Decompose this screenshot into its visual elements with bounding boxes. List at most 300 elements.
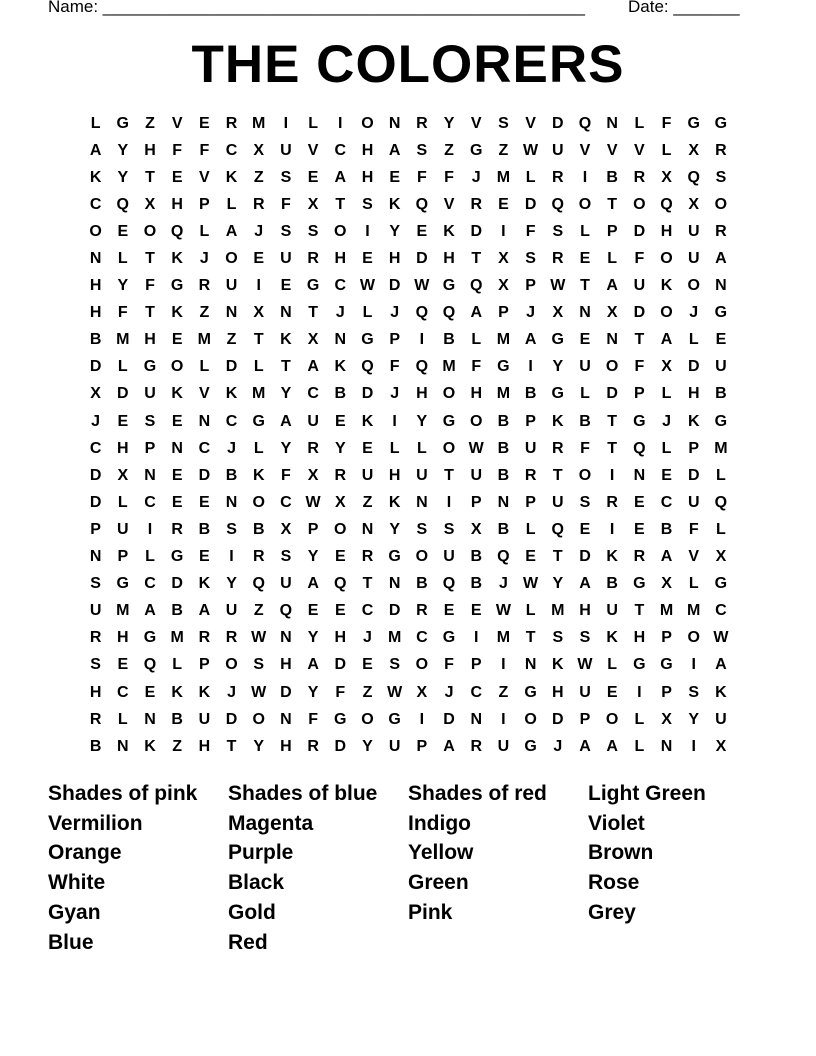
grid-letter: P: [579, 710, 591, 728]
grid-letter: F: [661, 114, 672, 132]
grid-letter: A: [334, 168, 347, 186]
grid-letter: Z: [498, 141, 509, 159]
word-list-item: Shades of pink: [48, 782, 198, 805]
grid-letter: B: [606, 575, 618, 593]
grid-letter: U: [715, 710, 727, 728]
grid-letter: B: [497, 466, 510, 484]
grid-letter: D: [552, 114, 564, 132]
grid-letter: E: [334, 602, 346, 620]
grid-letter: D: [470, 222, 482, 240]
grid-letter: H: [117, 629, 129, 647]
grid-letter: O: [415, 548, 429, 566]
grid-letter: E: [416, 222, 428, 240]
grid-letter: R: [606, 493, 618, 511]
grid-letter: Y: [307, 629, 319, 647]
grid-letter: Y: [688, 710, 700, 728]
grid-letter: I: [338, 114, 343, 132]
grid-letter: C: [470, 683, 482, 701]
grid-letter: V: [307, 141, 319, 159]
grid-letter: Q: [469, 277, 483, 295]
grid-letter: C: [660, 493, 673, 511]
grid-letter: U: [280, 141, 292, 159]
grid-letter: F: [444, 656, 454, 674]
word-search-grid: [82, 110, 735, 760]
grid-letter: T: [607, 439, 618, 457]
grid-letter: B: [171, 602, 183, 620]
grid-letter: N: [144, 466, 156, 484]
grid-letter: L: [90, 114, 101, 132]
word-list-item: Gold: [228, 900, 276, 924]
grid-letter: L: [117, 358, 128, 376]
grid-letter: D: [633, 222, 646, 240]
grid-letter: K: [171, 304, 183, 322]
grid-row: [82, 679, 735, 706]
grid-letter: R: [198, 277, 211, 295]
grid-letter: W: [577, 656, 593, 674]
grid-letter: D: [334, 737, 347, 755]
grid-letter: R: [334, 466, 347, 484]
grid-letter: N: [606, 114, 618, 132]
grid-letter: R: [198, 629, 211, 647]
grid-letter: C: [144, 493, 156, 511]
grid-letter: E: [498, 195, 509, 213]
grid-letter: G: [633, 575, 646, 593]
grid-letter: H: [280, 656, 292, 674]
grid-letter: U: [280, 250, 292, 268]
grid-letter: D: [524, 195, 537, 213]
grid-letter: X: [280, 520, 292, 538]
grid-letter: H: [171, 195, 183, 213]
grid-letter: G: [714, 304, 728, 322]
grid-letter: F: [634, 358, 645, 376]
grid-letter: U: [687, 250, 700, 268]
grid-letter: Q: [415, 304, 429, 322]
grid-letter: J: [526, 304, 536, 322]
word-list-item: Vermilion: [48, 811, 143, 835]
grid-letter: U: [117, 520, 129, 538]
grid-letter: A: [307, 656, 319, 674]
word-list-column: [48, 779, 228, 957]
grid-letter: E: [117, 412, 129, 430]
grid-letter: O: [578, 195, 592, 213]
grid-letter: Q: [578, 114, 592, 132]
grid-letter: G: [524, 737, 537, 755]
grid-letter: C: [89, 439, 102, 457]
grid-letter: O: [660, 250, 673, 268]
grid-letter: K: [252, 466, 265, 484]
grid-letter: X: [307, 331, 319, 349]
grid-letter: X: [334, 493, 346, 511]
grid-letter: Y: [552, 358, 564, 376]
grid-letter: C: [117, 683, 129, 701]
grid-letter: A: [225, 222, 238, 240]
grid-letter: T: [607, 195, 618, 213]
grid-letter: U: [198, 710, 211, 728]
grid-row: [82, 462, 735, 489]
name-field-label: Name: ___________________________________________________: [48, 0, 585, 16]
grid-letter: Z: [253, 168, 264, 186]
grid-letter: P: [199, 195, 210, 213]
grid-letter: A: [144, 602, 156, 620]
grid-letter: E: [171, 331, 183, 349]
grid-letter: H: [443, 250, 455, 268]
grid-letter: J: [390, 304, 400, 322]
grid-letter: S: [90, 575, 101, 593]
grid-letter: P: [416, 737, 428, 755]
grid-letter: K: [171, 250, 183, 268]
grid-letter: D: [606, 385, 618, 403]
grid-letter: B: [252, 520, 265, 538]
grid-row: [82, 381, 735, 408]
grid-letter: A: [606, 737, 618, 755]
grid-letter: O: [170, 358, 184, 376]
grid-letter: G: [714, 412, 728, 430]
grid-letter: R: [225, 629, 238, 647]
grid-letter: J: [199, 250, 209, 268]
grid-letter: E: [253, 250, 265, 268]
grid-letter: C: [334, 277, 347, 295]
grid-letter: P: [117, 548, 129, 566]
grid-letter: W: [713, 629, 729, 647]
grid-letter: C: [144, 575, 156, 593]
grid-letter: D: [280, 683, 292, 701]
grid-letter: I: [501, 222, 506, 240]
grid-letter: S: [443, 520, 455, 538]
grid-letter: H: [117, 439, 129, 457]
grid-letter: H: [144, 331, 156, 349]
grid-letter: Y: [416, 412, 428, 430]
grid-letter: Z: [253, 602, 264, 620]
grid-letter: L: [634, 710, 645, 728]
grid-letter: L: [634, 114, 645, 132]
grid-letter: G: [388, 548, 401, 566]
grid-letter: Z: [498, 683, 509, 701]
grid-letter: V: [199, 168, 210, 186]
grid-letter: O: [252, 493, 265, 511]
grid-letter: N: [225, 493, 238, 511]
grid-letter: G: [170, 277, 184, 295]
grid-letter: R: [524, 466, 537, 484]
grid-letter: O: [605, 358, 619, 376]
grid-letter: D: [633, 304, 646, 322]
word-list-item: Violet: [588, 811, 645, 835]
grid-letter: I: [473, 629, 479, 647]
grid-letter: J: [689, 304, 699, 322]
grid-letter: U: [552, 141, 564, 159]
grid-letter: N: [89, 250, 102, 268]
grid-row: [82, 516, 735, 543]
grid-letter: Y: [117, 168, 129, 186]
grid-letter: M: [116, 602, 130, 620]
grid-letter: V: [443, 195, 455, 213]
grid-letter: L: [607, 656, 618, 674]
grid-letter: F: [444, 168, 454, 186]
grid-letter: R: [552, 439, 564, 457]
grid-letter: K: [388, 493, 401, 511]
grid-letter: U: [715, 358, 727, 376]
grid-letter: G: [388, 710, 401, 728]
grid-letter: F: [525, 222, 536, 240]
grid-row: [82, 354, 735, 381]
grid-letter: M: [551, 602, 565, 620]
grid-letter: T: [253, 331, 264, 349]
grid-letter: G: [442, 412, 456, 430]
word-list-item: Shades of blue: [228, 782, 378, 805]
grid-letter: P: [470, 493, 482, 511]
grid-letter: T: [552, 466, 563, 484]
grid-letter: N: [117, 737, 129, 755]
grid-letter: G: [687, 114, 700, 132]
grid-letter: E: [362, 656, 373, 674]
grid-letter: Q: [551, 520, 564, 538]
grid-letter: W: [550, 277, 566, 295]
grid-letter: U: [416, 466, 428, 484]
grid-letter: E: [171, 168, 183, 186]
grid-letter: G: [170, 548, 184, 566]
grid-letter: W: [495, 602, 511, 620]
grid-letter: T: [525, 629, 536, 647]
word-list-item: Gyan: [48, 900, 101, 924]
word-list-item: White: [48, 871, 106, 895]
grid-letter: O: [225, 250, 238, 268]
word-list-item: Rose: [588, 871, 640, 895]
grid-letter: A: [524, 331, 537, 349]
grid-letter: A: [307, 358, 319, 376]
grid-letter: C: [225, 141, 238, 159]
grid-letter: B: [198, 520, 211, 538]
grid-letter: J: [91, 412, 101, 430]
grid-letter: U: [388, 737, 401, 755]
grid-letter: M: [442, 358, 456, 376]
grid-letter: L: [580, 385, 590, 403]
grid-letter: M: [496, 385, 511, 403]
grid-letter: Z: [444, 141, 454, 159]
grid-letter: J: [444, 683, 454, 701]
grid-letter: P: [498, 304, 509, 322]
grid-letter: G: [524, 683, 537, 701]
grid-letter: M: [714, 439, 728, 457]
grid-letter: K: [89, 168, 102, 186]
grid-letter: R: [552, 168, 564, 186]
grid-letter: D: [334, 656, 347, 674]
grid-letter: B: [497, 439, 510, 457]
grid-letter: L: [716, 520, 726, 538]
grid-letter: U: [606, 602, 618, 620]
grid-letter: N: [579, 304, 591, 322]
grid-letter: R: [171, 520, 183, 538]
grid-letter: O: [252, 710, 265, 728]
grid-letter: L: [661, 141, 672, 159]
grid-letter: Q: [415, 358, 429, 376]
grid-letter: B: [470, 575, 482, 593]
grid-letter: P: [199, 656, 210, 674]
grid-letter: F: [416, 168, 427, 186]
grid-letter: F: [199, 141, 210, 159]
grid-letter: S: [144, 412, 156, 430]
grid-letter: T: [580, 277, 590, 295]
grid-letter: W: [387, 683, 403, 701]
grid-letter: O: [687, 277, 700, 295]
grid-letter: T: [226, 737, 237, 755]
grid-letter: H: [198, 737, 211, 755]
grid-letter: F: [335, 683, 346, 701]
grid-letter: T: [634, 602, 645, 620]
grid-letter: G: [469, 141, 483, 159]
grid-letter: Y: [389, 222, 400, 240]
grid-letter: C: [225, 412, 238, 430]
grid-letter: Q: [687, 168, 700, 186]
grid-row: [82, 137, 735, 164]
grid-letter: L: [308, 114, 318, 132]
grid-letter: T: [444, 466, 454, 484]
grid-letter: X: [498, 277, 509, 295]
grid-letter: X: [90, 385, 101, 403]
grid-letter: D: [225, 358, 238, 376]
grid-letter: E: [634, 520, 645, 538]
grid-letter: U: [633, 277, 646, 295]
grid-letter: E: [199, 548, 210, 566]
grid-letter: S: [552, 629, 564, 647]
grid-letter: D: [388, 602, 401, 620]
grid-letter: P: [470, 656, 482, 674]
grid-letter: T: [362, 575, 373, 593]
grid-letter: N: [89, 548, 102, 566]
grid-letter: E: [525, 548, 536, 566]
grid-letter: G: [633, 412, 646, 430]
grid-letter: H: [89, 277, 102, 295]
grid-row: [82, 408, 735, 435]
grid-letter: S: [280, 168, 292, 186]
grid-letter: X: [661, 710, 672, 728]
grid-letter: Q: [551, 195, 564, 213]
grid-letter: K: [660, 277, 673, 295]
grid-letter: K: [225, 385, 238, 403]
grid-letter: G: [714, 575, 728, 593]
grid-letter: H: [579, 602, 591, 620]
grid-letter: K: [280, 331, 292, 349]
grid-letter: C: [416, 629, 428, 647]
grid-letter: W: [468, 439, 484, 457]
grid-letter: U: [579, 683, 591, 701]
grid-letter: T: [145, 168, 155, 186]
grid-letter: R: [252, 548, 265, 566]
grid-letter: P: [389, 331, 400, 349]
word-list-item: Orange: [48, 841, 122, 865]
grid-row: [82, 544, 735, 571]
grid-letter: L: [362, 304, 373, 322]
grid-letter: E: [470, 602, 482, 620]
grid-letter: L: [253, 358, 264, 376]
grid-row: [82, 164, 735, 191]
grid-letter: Q: [660, 195, 673, 213]
grid-letter: W: [414, 277, 430, 295]
grid-letter: J: [553, 737, 563, 755]
grid-letter: M: [659, 602, 674, 620]
grid-letter: L: [389, 439, 400, 457]
grid-letter: N: [633, 466, 646, 484]
grid-letter: L: [416, 439, 427, 457]
grid-letter: Z: [172, 737, 183, 755]
grid-letter: E: [334, 548, 346, 566]
grid-letter: Y: [253, 737, 265, 755]
word-list-item: Brown: [588, 841, 654, 865]
date-field-label: Date: _______: [628, 0, 740, 16]
grid-letter: X: [661, 575, 672, 593]
grid-letter: H: [416, 385, 428, 403]
grid-letter: A: [715, 250, 727, 268]
grid-letter: O: [605, 710, 619, 728]
grid-row: [82, 625, 735, 652]
grid-letter: A: [443, 737, 455, 755]
word-list: [48, 779, 768, 957]
grid-letter: N: [416, 493, 428, 511]
grid-row: [82, 706, 735, 733]
grid-letter: T: [634, 331, 645, 349]
grid-letter: O: [361, 710, 374, 728]
grid-letter: S: [715, 168, 727, 186]
grid-letter: N: [198, 412, 211, 430]
grid-letter: S: [280, 222, 292, 240]
grid-letter: E: [389, 168, 400, 186]
grid-letter: G: [143, 358, 157, 376]
grid-letter: N: [606, 331, 618, 349]
grid-letter: M: [252, 385, 266, 403]
grid-letter: X: [117, 466, 129, 484]
grid-letter: E: [661, 466, 672, 484]
grid-letter: Y: [362, 737, 373, 755]
grid-letter: T: [145, 304, 155, 322]
grid-letter: U: [144, 385, 156, 403]
grid-letter: K: [388, 195, 401, 213]
grid-letter: C: [307, 385, 319, 403]
grid-letter: U: [361, 466, 374, 484]
grid-letter: G: [551, 385, 564, 403]
grid-letter: N: [470, 710, 482, 728]
grid-letter: E: [171, 412, 183, 430]
grid-row: [82, 300, 735, 327]
word-list-item: Indigo: [408, 811, 471, 835]
grid-letter: M: [496, 168, 511, 186]
grid-letter: L: [199, 222, 210, 240]
grid-row: [82, 489, 735, 516]
grid-letter: W: [305, 493, 321, 511]
grid-letter: R: [470, 195, 482, 213]
grid-letter: U: [552, 493, 564, 511]
grid-row: [82, 245, 735, 272]
grid-letter: O: [524, 710, 537, 728]
grid-letter: U: [497, 737, 510, 755]
grid-letter: L: [226, 195, 237, 213]
grid-letter: A: [606, 277, 618, 295]
grid-letter: X: [661, 358, 672, 376]
grid-letter: N: [715, 277, 727, 295]
grid-letter: F: [580, 439, 590, 457]
grid-letter: V: [199, 385, 210, 403]
grid-letter: K: [171, 385, 183, 403]
grid-letter: B: [225, 466, 238, 484]
grid-letter: S: [389, 656, 400, 674]
grid-letter: H: [334, 250, 347, 268]
grid-letter: G: [442, 629, 456, 647]
grid-letter: S: [280, 548, 292, 566]
grid-letter: M: [387, 629, 402, 647]
grid-letter: A: [470, 304, 482, 322]
grid-letter: F: [145, 277, 155, 295]
grid-letter: B: [660, 520, 673, 538]
grid-letter: I: [609, 466, 615, 484]
grid-letter: L: [607, 250, 618, 268]
grid-letter: Q: [415, 195, 429, 213]
